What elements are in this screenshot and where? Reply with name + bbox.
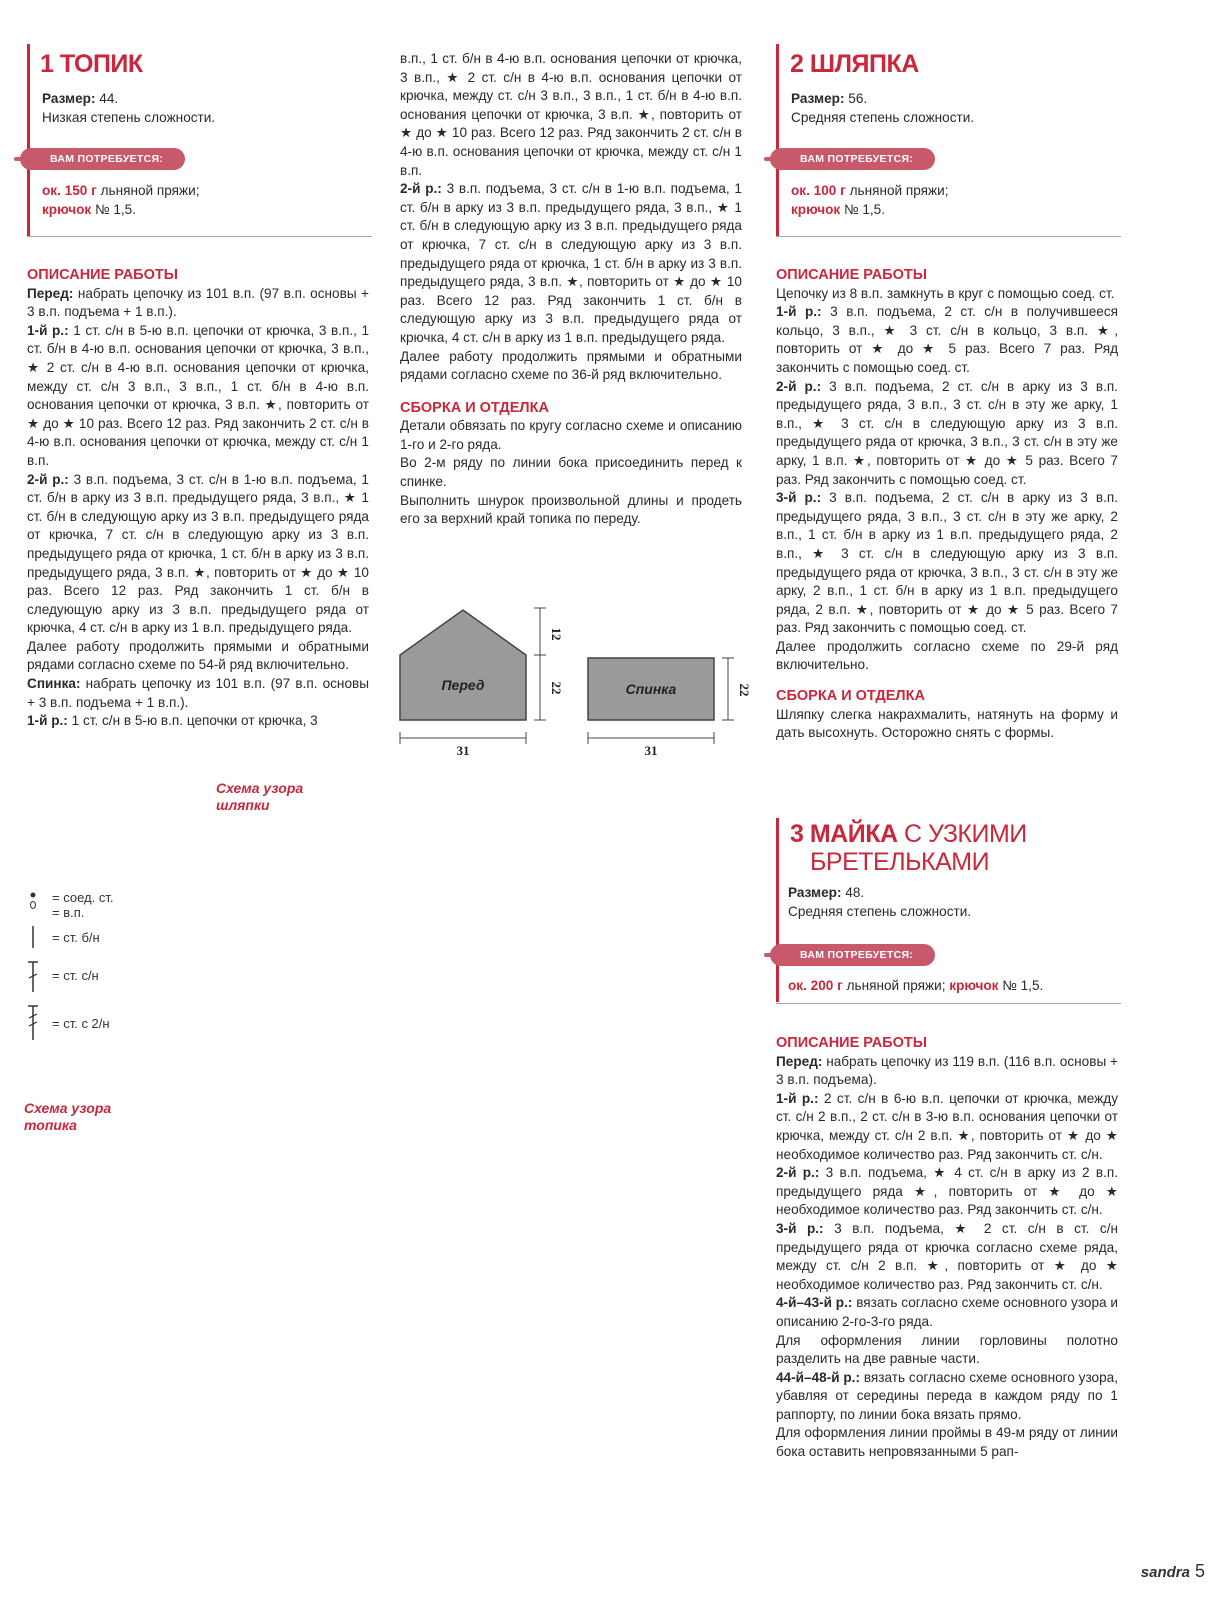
back-piece-label: Спинка [625, 681, 677, 697]
dim-31-back: 31 [644, 743, 658, 758]
hat-scheme-title: Схема узора шляпки [216, 780, 304, 813]
shlyapka-assembly-head: СБОРКА И ОТДЕЛКА [776, 688, 925, 705]
mayka-materials: ок. 200 г льняной пряжи; крючок № 1,5. [788, 978, 1044, 993]
shlyapka-description: ОПИСАНИЕ РАБОТЫ Цепочку из 8 в.п. замкнуть в круг с помощью соед. ст. 1-й р.: 3 в.п. подъема, 2 ст. с/н в получившееся кольцо, 3 в.п., ★ 3 ст. с/н в кольцо, 3 в.п. ★, повторить от ★ до ★ 5 раз. Всего 7 раз. Ряд закончить с помощью соед. ст. 2-й р.: 3 в.п. подъема, 2 ст. с/н в арку из 3 в.п. предыдущего ряда, 3 в.п., 3 ст. с/н в эту же арку, 1 в.п., ★ 3 ст. с/н в следующую арку из 3 в.п. предыдущего ряда от крючка, 3 в.п., 3 ст. с/н в эту же арку, 1 в.п. ★, повторить от ★ до ★ 5 раз. Всего 7 раз. Ряд закончить с помощью соед. ст. 3-й р.: 3 в.п. подъема, 2 ст. с/н в арку из 3 в.п. предыдущего ряда, 3 в.п., 3 ст. с/н в эту же арку, 2 в.п., 1 ст. б/н в арку из 1 в.п. предыдущего ряда, 2 в.п., ★ 3 ст. с/н в следующую арку из 3 в.п. предыдущего ряда от крючка, 3 в.п., 3 ст. с/н в эту же арку, 2 в.п., 1 ст. б/н в арку из 1 в.п. предыдущего ряда, 2 в.п. ★, повторить от ★ до ★ 5 раз. Всего 7 раз. Ряд закончить с помощью соед. ст. Далее продолжить согласно схеме по 29-й ряд включительно. СБОРКА И ОТДЕЛКА Шляпку слегка накрахмалить, натянуть на форму и дать высохнуть. Осторожно снять с формы. [776, 267, 1119, 741]
shlyapka-need-pill: ВАМ ПОТРЕБУЕТСЯ: [770, 148, 935, 170]
dim-12: 12 [549, 627, 564, 641]
page-number: 5 [1194, 1561, 1205, 1581]
top-scheme-diagram [10, 1130, 420, 1480]
front-piece-label: Перед [441, 677, 485, 693]
dim-22-back: 22 [737, 683, 752, 697]
topik-desc-head: ОПИСАНИЕ РАБОТЫ [27, 267, 178, 283]
section-3-title: 3 МАЙКА С УЗКИМИ БРЕТЕЛЬКАМИ [790, 820, 1027, 876]
dim-31-front: 31 [456, 743, 470, 758]
pattern-pieces-diagram [390, 600, 750, 765]
section-3-accent-bar [776, 818, 779, 1002]
topik-materials: ок. 150 г льняной пряжи; крючок № 1,5. [42, 183, 200, 217]
top-scheme-title: Схема узора топика [24, 1100, 112, 1133]
dim-22-front: 22 [549, 681, 564, 695]
magazine-brand: sandra [1140, 1564, 1190, 1581]
section-1-accent-bar [27, 44, 30, 236]
section-2-title: 2 ШЛЯПКА [790, 50, 919, 78]
topik-need-pill: ВАМ ПОТРЕБУЕТСЯ: [20, 148, 185, 170]
mayka-intro: Размер: 48. Средняя степень сложности. [788, 885, 972, 919]
single-crochet-icon [26, 924, 40, 954]
section-1-title: 1 ТОПИК [40, 50, 143, 78]
topik-description: ОПИСАНИЕ РАБОТЫ Перед: набрать цепочку из 101 в.п. (97 в.п. основы + 3 в.п. подъема + 1 в.п.). 1-й р.: 1 ст. с/н в 5-ю в.п. цепочки от крючка, 3 в.п., 1 ст. б/н в 4-ю в.п. основания цепочки от крючка, 3 в.п., ★ 2 ст. с/н в 4-ю в.п. основания цепочки от крючка, между ст. с/н 3 в.п., 3 в.п., 1 ст. б/н в 4-ю в.п. основания цепочки от крючка, 3 в.п. ★, повторить от ★ до ★ 10 раз. Всего 12 раз. Ряд закончить 2 ст. с/н в 4-ю в.п. основания цепочки от крючка, между ст. с/н 1 в.п. 2-й р.: 3 в.п. подъема, 3 ст. с/н в 1-ю в.п. подъема, 1 ст. б/н в арку из 3 в.п. предыдущего ряда, 3 в.п., ★ 1 ст. б/н в следующую арку из 3 в.п. предыдущего ряда от крючка, 7 ст. с/н в следующую арку из 3 в.п. предыдущего ряда от крючка, 1 ст. б/н в арку из 3 в.п. предыдущего ряда, 3 в.п. ★, повторить от ★ до ★ 10 раз. Всего 12 раз. Ряд закончить 1 ст. б/н в следующую арку из 3 в.п. предыдущего ряда от крючка, 4 ст. с/н в арку из 1 в.п. предыдущего ряда. Далее работу продолжить прямыми и обратными рядами согласно схеме по 54-й ряд включительно. Спинка: набрать цепочку из 101 в.п. (97 в.п. основы + 3 в.п. подъема + 1 в.п.). 1-й р.: 1 ст. с/н в 5-ю в.п. цепочки от крючка, 3 [27, 267, 370, 729]
mayka-desc-head: ОПИСАНИЕ РАБОТЫ [776, 1035, 927, 1051]
topik-assembly-head: СБОРКА И ОТДЕЛКА [400, 399, 549, 416]
treble-crochet-icon [26, 1002, 40, 1042]
shlyapka-divider [776, 236, 1121, 237]
topik-divider [27, 236, 372, 237]
front-piece-shape [400, 610, 526, 720]
topik-intro: Размер: 44. Низкая степень сложности. [42, 91, 216, 125]
mayka-description: ОПИСАНИЕ РАБОТЫ Перед: набрать цепочку из 119 в.п. (116 в.п. основы + 3 в.п. подъема). 1-й р.: 2 ст. с/н в 6-ю в.п. цепочки от крючка, между ст. с/н 2 в.п., 2 ст. с/н в 3-ю в.п. основания цепочки от крючка, между ст. с/н 2 в.п. ★, повторить от ★ до ★ необходимое количество раз. Ряд закончить ст. с/н. 2-й р.: 3 в.п. подъема, ★ 4 ст. с/н в арку из 2 в.п. предыдущего ряда ★, повторить от ★ до ★ необходимое количество раз. Ряд закончить ст. с/н. 3-й р.: 3 в.п. подъема, ★ 2 ст. с/н в ст. с/н предыдущего ряда от крючка согласно схеме ряда, между ст. с/н 2 в.п. ★, повторить от ★ до ★ необходимое количество раз. Ряд закончить ст. с/н. 4-й–43-й р.: вязать согласно схеме основного узора и описанию 2-го-3-го ряда. Для оформления линии горловины полотно разделить на две равные части. 44-й–48-й р.: вязать согласно схеме основного узора, убавляя от середины переда в каждом ряду по 1 раппорту, по линии бока вязать прямо. Для оформления линии проймы в 49-м ряду от линии бока оставить непровязанными 5 рап- [776, 1035, 1119, 1460]
double-crochet-icon [26, 958, 40, 994]
mayka-need-pill: ВАМ ПОТРЕБУЕТСЯ: [770, 944, 935, 966]
shlyapka-intro: Размер: 56. Средняя степень сложности. [791, 91, 975, 125]
section-2-accent-bar [776, 44, 779, 236]
mayka-divider [776, 1003, 1121, 1004]
shlyapka-desc-head: ОПИСАНИЕ РАБОТЫ [776, 267, 927, 283]
page-footer [1141, 1561, 1205, 1582]
stitch-legend: = соед. ст. = в.п. = ст. б/н = ст. с/н = ст. с 2/н [26, 888, 176, 1042]
slip-stitch-icon [26, 888, 40, 912]
shlyapka-materials: ок. 100 г льняной пряжи; крючок № 1,5. [791, 183, 949, 217]
topik-description-cont: в.п., 1 ст. б/н в 4-ю в.п. основания цепочки от крючка, 3 в.п., ★ 2 ст. с/н в 4-ю в.п. основания цепочки от крючка, между ст. с/н 3 в.п., 3 в.п., 1 ст. б/н в 4-ю в.п. основания цепочки от крючка, 3 в.п. ★, повторить от ★ до ★ 10 раз. Всего 12 раз. Ряд закончить 2 ст. с/н в 4-ю в.п. основания цепочки от крючка, между ст. с/н 1 в.п. 2-й р.: 3 в.п. подъема, 3 ст. с/н в 1-ю в.п. подъема, 1 ст. б/н в арку из 3 в.п. предыдущего ряда, 3 в.п., ★ 1 ст. б/н в следующую арку из 3 в.п. предыдущего ряда от крючка, 7 ст. с/н в следующую арку из 3 в.п. предыдущего ряда от крючка, 1 ст. б/н в арку из 3 в.п. предыдущего ряда, 3 в.п. ★, повторить от ★ до ★ 10 раз. Всего 12 раз. Ряд закончить 1 ст. б/н в следующую арку из 3 в.п. предыдущего ряда от крючка, 4 ст. с/н в арку из 1 в.п. предыдущего ряда. Далее работу продолжить прямыми и обратными рядами согласно схеме по 36-й ряд включительно. СБОРКА И ОТДЕЛКА Детали обвязать по кругу согласно схеме и описанию 1-го и 2-го ряда. Во 2-м ряду по линии бока присоединить перед к спинке. Выполнить шнурок произвольной длины и продеть его за верхний край топика по переду. [400, 51, 742, 527]
